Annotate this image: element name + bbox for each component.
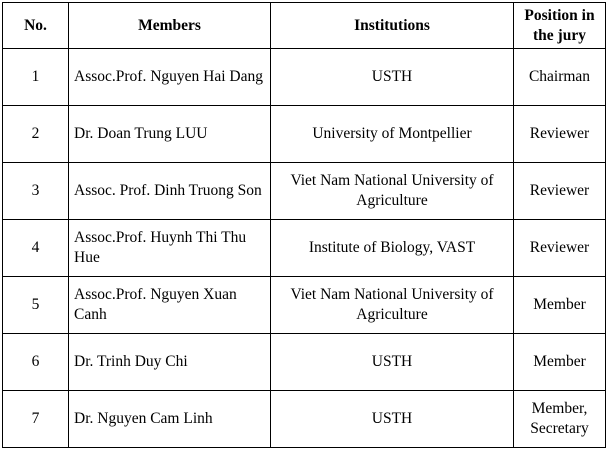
member-name: Dr. Doan Trung LUU [69, 106, 271, 163]
jury-position: Reviewer [514, 220, 606, 277]
row-number: 2 [3, 106, 69, 163]
jury-position: Member [514, 334, 606, 391]
institution: USTH [271, 49, 514, 106]
jury-table [2, 2, 606, 448]
row-number: 3 [3, 163, 69, 220]
row-number: 1 [3, 49, 69, 106]
table-row [3, 49, 606, 106]
member-name: Assoc.Prof. Nguyen Hai Dang [69, 49, 271, 106]
header-position: Position in the jury [514, 3, 606, 49]
table-row [3, 163, 606, 220]
institution: Institute of Biology, VAST [271, 220, 514, 277]
jury-position: Reviewer [514, 106, 606, 163]
jury-position-line: Secretary [530, 420, 589, 437]
table-row [3, 277, 606, 334]
institution: Viet Nam National University of Agriculture [271, 277, 514, 334]
member-name: Dr. Trinh Duy Chi [69, 334, 271, 391]
row-number: 4 [3, 220, 69, 277]
jury-position [514, 391, 606, 448]
table-row [3, 106, 606, 163]
table-row [3, 391, 606, 448]
row-number: 7 [3, 391, 69, 448]
member-name: Assoc.Prof. Huynh Thi Thu Hue [69, 220, 271, 277]
row-number: 6 [3, 334, 69, 391]
institution: USTH [271, 334, 514, 391]
institution: USTH [271, 391, 514, 448]
institution: University of Montpellier [271, 106, 514, 163]
jury-position-line: Member, [531, 400, 588, 417]
jury-position: Reviewer [514, 163, 606, 220]
header-members: Members [69, 3, 271, 49]
member-name: Assoc. Prof. Dinh Truong Son [69, 163, 271, 220]
header-institutions: Institutions [271, 3, 514, 49]
table-row [3, 334, 606, 391]
header-no: No. [3, 3, 69, 49]
table-header-row [3, 3, 606, 49]
member-name: Dr. Nguyen Cam Linh [69, 391, 271, 448]
row-number: 5 [3, 277, 69, 334]
member-name: Assoc.Prof. Nguyen Xuan Canh [69, 277, 271, 334]
table-row [3, 220, 606, 277]
jury-position: Chairman [514, 49, 606, 106]
jury-position: Member [514, 277, 606, 334]
institution: Viet Nam National University of Agriculture [271, 163, 514, 220]
